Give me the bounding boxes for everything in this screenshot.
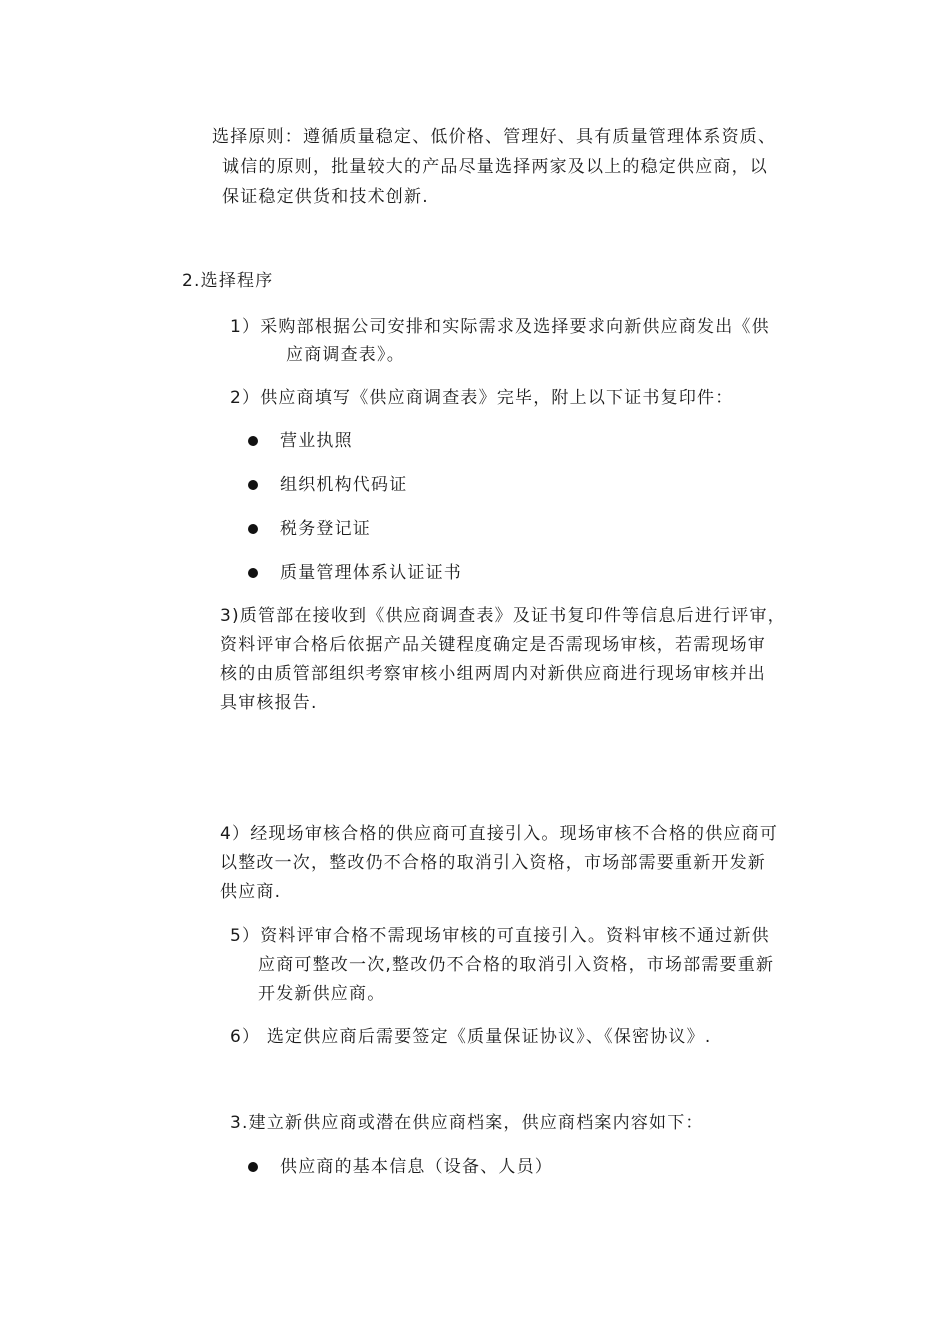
certificate-item: 质量管理体系认证证书 xyxy=(280,563,462,583)
bullet-dot-icon xyxy=(248,1162,258,1172)
step6-line: 6） 选定供应商后需要签定《质量保证协议》、《保密协议》. xyxy=(230,1027,712,1047)
step4-line-1: 4）经现场审核合格的供应商可直接引入。现场审核不合格的供应商可 xyxy=(220,824,779,844)
step3-line-1: 3)质管部在接收到《供应商调查表》及证书复印件等信息后进行评审， xyxy=(220,606,786,626)
step4-line-2: 以整改一次，整改仍不合格的取消引入资格，市场部需要重新开发新 xyxy=(220,853,766,873)
step4-line-3: 供应商. xyxy=(220,882,282,902)
step5-line-1: 5）资料评审合格不需现场审核的可直接引入。资料审核不通过新供 xyxy=(230,926,770,946)
step5-line-2: 应商可整改一次,整改仍不合格的取消引入资格，市场部需要重新 xyxy=(258,955,775,975)
section2-heading: 2.选择程序 xyxy=(182,271,274,291)
bullet-dot-icon xyxy=(248,480,258,490)
certificate-item: 税务登记证 xyxy=(280,519,371,539)
certificate-item: 组织机构代码证 xyxy=(280,475,408,495)
bullet-dot-icon xyxy=(248,568,258,578)
principle-line-2: 诚信的原则，批量较大的产品尽量选择两家及以上的稳定供应商，以 xyxy=(222,157,768,177)
step3-line-4: 具审核报告. xyxy=(220,693,318,713)
step2-line: 2）供应商填写《供应商调查表》完毕，附上以下证书复印件： xyxy=(230,388,734,408)
principle-line-1: 选择原则：遵循质量稳定、低价格、管理好、具有质量管理体系资质、 xyxy=(212,127,777,147)
bullet-dot-icon xyxy=(248,436,258,446)
step5-line-3: 开发新供应商。 xyxy=(258,984,386,1004)
certificate-item: 营业执照 xyxy=(280,431,353,451)
bullet-dot-icon xyxy=(248,524,258,534)
section3-heading: 3.建立新供应商或潜在供应商档案，供应商档案内容如下： xyxy=(230,1113,704,1133)
principle-line-3: 保证稳定供货和技术创新. xyxy=(222,187,429,207)
step1-line-2: 应商调查表》。 xyxy=(286,345,405,365)
step3-line-3: 核的由质管部组织考察审核小组两周内对新供应商进行现场审核并出 xyxy=(220,664,766,684)
step1-line-1: 1）采购部根据公司安排和实际需求及选择要求向新供应商发出《供 xyxy=(230,317,770,337)
step3-line-2: 资料评审合格后依据产品关键程度确定是否需现场审核，若需现场审 xyxy=(220,635,766,655)
archive-item: 供应商的基本信息（设备、人员） xyxy=(280,1157,553,1177)
